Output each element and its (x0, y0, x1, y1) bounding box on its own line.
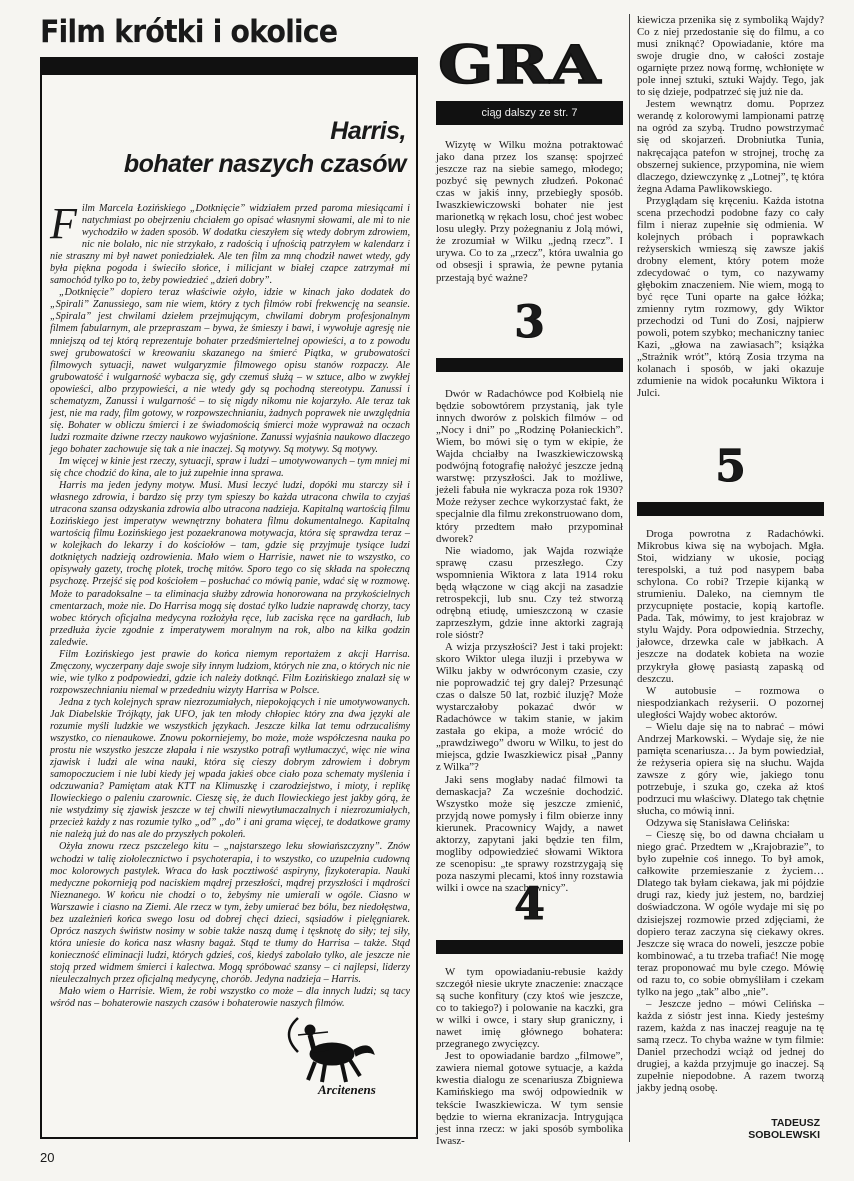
article-paragraph: Wizytę w Wilku można potraktować jako dana przez los szansę: spojrzeć jeszcze raz na siebie samego, młodego; pozbyć się pewnych złudzeń. Pokonać czas w jakiś inny, przebiegły sposób. Iwaszkiewiczowski bohater nie jest marionetką w rękach losu, choć jest wobec losu uległy. Przy pożegnaniu z Jolą mówi, że zrozumiał w Wilku „jedną rzecz”. I urywa. Co to za „rzecz”, która uwalnia go od obsesji i sprawia, że pewne pytania przestają być ważne? (436, 139, 623, 284)
article-paragraph: Przyglądam się kręceniu. Każda istotna scena przechodzi podobne fazy co cały film i nieraz zupełnie się odmienia. W kolejnych próbach i poprawkach reżyserskich wmieszą się zawsze jakiś drobny element, który potem może zdecydować o tym, co nazywamy głębokim znaczeniem. Nie wiem, mogą to być ręce Tuni oparte na gałce łóżka; zmienny rytm rozmowy, gdy Wiktor przechodzi od Tuni do Zosi, najpierw powoli, potem szybko; mechaniczny taniec Kazi, „głowa na zawiasach”; książka „Strażnik wrót”, którą Zosia trzyma na kolanach i sposób, w jaki okazuje zdumienie na widok pocałunku Wiktora i Julci. (637, 194, 824, 400)
section-number-4 (436, 870, 623, 958)
section-number-5 (637, 432, 824, 520)
frame-top-bar (42, 59, 416, 75)
article-paragraph: Mało wiem o Harrisie. Wiem, że robi wszystko co może – dla innych ludzi; są tacy wśród nas – bohaterowie naszych czasów i bohaterowie naszych filmów. (50, 986, 410, 1010)
headline-line-2: bohater naszych czasów (123, 150, 406, 178)
page-number: 20 (40, 1150, 55, 1165)
article-paragraph: Harris ma jeden jedyny motyw. Musi. Musi leczyć ludzi, dopóki mu starczy sił i własnego zdrowia, i bardzo się przy tym spieszy bo każda utracona chwila to czyjaś utracona szansa odzyskania zdrowia albo utracona nadzieja. Kapitalną wartością filmu Łozińskiego jest imperatyw wewnętrzny bohatera filmu dokumentalnego. Kapitalną wartością filmu Łozińskiego jest pozaekranowa motywacja, która się sprawdza teraz – w kolejkach do lekarzy i do kościołów – tam, gdzie się przyjmuje tysiące ludzi dotkniętych nadzieją ozdrowienia. Mało wiem o Harrisie, nawet nie to wszystko, co opisywały gazety, trochę plotek, trochę mitów. Sporo tego co się składa na społeczną psychozę. Przejść się pod kościołem – posłuchać co mówią panie, wdać się w rozmowę. Może to paradoksalne – ta eliminacja służby zdrowia honorowana na przykościelnych cmentarzach, może nie. Do Harrisa mogą się dostać tylko ludzie naprawdę chorzy, tacy wobec których oficjalna medycyna rozłożyła ręce, lub zaciska ręce na gardłach, lub przedłuża życie zgodnie z imperatywem moralnym na rok, albo na kilka godzin zaledwie. (50, 480, 410, 648)
article-paragraph: W autobusie – rozmowa o niespodziankach reżyserii. O pozornej uległości Wajdy wobec aktorów. (637, 684, 824, 721)
section-digit: 3 (514, 297, 545, 348)
article-paragraph: Nie wiadomo, jak Wajda rozwiąże sprawę czasu przeszłego. Czy wspomnienia Wiktora z lata 1914 roku będą włączone w ciąg akcji na zasadzie retrospekcji, lub snu. Czy też stworzą odrębną etiudę, umieszczoną w czasie zaprzeszłym, gdzie inne aktorki zagrają role sióstr? (436, 544, 623, 641)
article-paragraph: Droga powrotna z Radachówki. Mikrobus kiwa się na wybojach. Mgła. Stoi, widziany w ukosie, pociąg terespolski, a tuż pod nasypem baba schylona. Co robi? Trzepie kijanką w strumieniu. Dalekо, na ciemnym tle przycupnięte postacie, kopią kartofle. Pada. Tak, mówimy, to jest krajobraz w stylu Wajdy. Pora odpowiednia. Strzechy, jałowce, drzewka cale w jabłkach. A jeszcze na dodatek kobieta na wozie przykryła głowę pasiastą zapaską od deszczu. (637, 528, 824, 685)
article-paragraph: – Wielu daje się na to nabrać – mówi Andrzej Markowski. – Wydaje się, że nie pamięta scenariusza… Ja bym powiedział, że reżyseria opiera się na słuchu. Wajda zawsze z góry wie, jakiego tonu potrzebuje, i szuka go, czeka aż ktoś podrzuci mu właściwy. Dlatego tak chętnie słucha, co mówią inni. (637, 720, 824, 818)
middle-column-section-3 (436, 388, 623, 894)
left-article-body (50, 199, 410, 1010)
signature-text: Arcitenens (318, 1082, 376, 1097)
column-divider (629, 14, 630, 1142)
gra-title: GRA (438, 35, 602, 96)
article-paragraph: Film Marcela Łozińskiego „Dotknięcie” widziałem przed paroma miesiącami i natychmiast po obejrzeniu chciałem go opisać własnymi słowami, ale mi to nie wychodziło w żaden sposób. W dodatku cieszyłem się wtedy dobrym zdrowiem, nic nie bolało, nic nie strzykało, z radością i ufnością patrzyłem w kalendarz i nie straszny mi był nawet poniedziałek. Ale ten film za mną chodził nawet wtedy, gdy była piękna pogoda i świeciło słońce, i milicjant w białej czapce zatrzymał mi samochód tylko po to, żeby powiedzieć „dzień dobry”. (50, 199, 410, 287)
article-paragraph: Jestem wewnątrz domu. Poprzez werandę z kolorowymi lampionami patrzę na ogród za szybą. Trudno powstrzymać się od skojarzeń. Drobniutka Tunia, nakręcająca patefon w strojnej, trochę za obszernej sukience, przypomina, nie wiem dlaczego, dziewczynkę z „Lotnej”, tę która żegna Adama Pawlikowskiego. (637, 98, 824, 195)
section-bar (637, 502, 824, 516)
archer-logo-icon (270, 1010, 380, 1090)
author-byline (740, 1117, 820, 1141)
article-headline (42, 115, 406, 181)
continued-label: ciąg dalszy ze str. 7 (436, 101, 623, 125)
section-number-3 (436, 288, 623, 376)
article-paragraph: Dwór w Radachówce pod Kołbielą nie będzie sobowtórem przystanią, jak tyle innych dworów z polskich filmów – od „Nocy i dni” po „Rodzinę Połanieckich”. Wiem, bo mówi się o tym w ekipie, że Wajda chciałby na Iwaszkiewiczowską podwójną fotografię nałożyć jeszcze jedną warstwę: przyszłości. Jak to możliwe, jeżeli fabuła nie wykracza poza rok 1930? Może reżyser zechce wykorzystać fakt, że specjalnie dla filmu zrekonstruowano dom, który przedtem mało przypominał dworek? (436, 388, 623, 545)
left-article-frame (40, 57, 418, 1139)
section-bar (436, 940, 623, 954)
article-paragraph: Jedna z tych kolejnych spraw niezrozumiałych, niepokojących i nie umotywowanych. Jak Diabelskie Trójkąty, jak UFO, jak ten młody chłopiec który zna dwa języki ale rozumie myśli ludzkie we wszystkich językach. Jeszcze kilka lat temu odrzucaliśmy wszystko, co nienaukowe. Znowu pokorniejemy, bo może, może współczesna nauka po prostu nie wszystko jeszcze złapała i nie wszystko potrafi wytłumaczyć, więc nie wina zjawisk i ludzi ale wina nauki, która się cieszy dobrym zdrowiem i dobrym samopoczuciem i nie lubi kiedy jej wpada jakieś obce ciało poza schematy myślenia i odczuwania? Pamiętam atak KTT na Klimuszkę i czarodziejstwo, i mioty, i replikę Ilowieckiego o paleniu czarownic. Cieszę się, że duch Ilowieckiego jest jakby górą, że nie wstydzimy się zjawisk jeszcze w tej chwili niewytłumaczalnych i niezrozumiałych, przecież każdy z nas rozumie tylko „od” „do” i ani grama więcej, te dodatkowe gramy nie należą już do nas ale do przyszłych pokoleń. (50, 696, 410, 841)
author-first-name: TADEUSZ (771, 1117, 820, 1129)
right-column-section-5 (637, 528, 824, 1094)
headline-line-1: Harris, (330, 117, 406, 145)
article-paragraph: A wizja przyszłości? Jest i taki projekt: skoro Wiktor ulega iluzji i przebywa w Wilku jakby w odwróconym czasie, czy nie poprowadzić tej gry dalej? Przesunąć czas o dalsze 50 lat, rozbić iluzję? Może wystarczałoby pokazać dwór w Radachówce w takim stanie, w jakim zastała go ekipa, a może wrócić do „prawdziwego” dworu w Wilku, to jest do miejsca, gdzie Iwaszkiewicz pisał „Panny z Wilka”? (436, 640, 623, 774)
article-paragraph: W tym opowiadaniu-rebusie każdy szczegół niesie ukryte znaczenie: znaczące są suche konfitury (czy ktoś wie jeszcze, co to takiego?) i polowanie na kaczki, gra w wilki i owce, i stary słup graniczny, i nawet imię głównego bohatera: przegranego zwycięzcy. (436, 966, 623, 1051)
article-paragraph: Film Łozińskiego jest prawie do końca niemym reportażem z akcji Harrisa. Zmęczony, wyczerpany daje swoje siły innym ludziom, których nie zna, o których nic nie wie, wie tylko z podpowiedzi, gdzie ich należy dotknąć. Film Łozińskiego znalazł się w rozpowszechnianiu niemal w przededniu wizyty Harrisa w Polsce. (50, 648, 410, 696)
section-title: Film krótki i okolice (40, 14, 338, 50)
article-paragraph: – Cieszę się, bo od dawna chciałam u niego grać. Przedtem w „Krajobrazie”, to było zupełnie coś innego. To był amok, całkowite przemieszanie z życiem… Dlatego tak byłam ciekawa, jak mi pójdzie drugi raz, kiedy już jestem, no, bardziej doświadczona. W ogóle wydaje mi się po dzisiejszej rozmowie przed zdjęciami, że dopiero teraz zaczyna się ciekawy okres. Jeszcze się wraca do noweli, jeszcze pobie kombinować, a tu trzeba trafiać! Nie mogę teraz proponować mu byle czego. Mówię od razu to, co sobie obmyśliłam i czekam tylko na jego „tak” albo „nie”. (637, 829, 824, 998)
article-paragraph: – Jeszcze jedno – mówi Celińska – każda z sióstr jest inna. Kiedy jesteśmy razem, każda z nas inaczej reaguje na tę samą rzecz. To chyba ważne w tym filmie: Daniel przechodzi wciąż od jednej do drugiej, a każda przyjmuje go inaczej. Są zupełnie niepodobne. A razem tworzą jakby jedną osobę. (637, 997, 824, 1095)
right-column-top (637, 14, 824, 400)
middle-column-top (436, 139, 623, 284)
drop-cap: F (50, 199, 77, 248)
section-bar (436, 358, 623, 372)
article-paragraph: Jest to opowiadanie bardzo „filmowe”, zawiera niemal gotowe sytuacje, a każda kwestia dialogu ze scenariusza Zbigniewa Kamińskiego ma swój odpowiednik w tekście Iwaszkiewicza. W tym sensie będzie to wierna ekranizacja. Intrygująca jest inna rzecz: w jaki sposób symbolika Iwasz- (436, 1050, 623, 1147)
section-digit: 4 (514, 879, 545, 930)
author-last-name: SOBOLEWSKI (748, 1129, 820, 1141)
article-paragraph: Im więcej w kinie jest rzeczy, sytuacji, spraw i ludzi – umotywowanych – tym mniej mi się chce chodzić do kina, ale to już zupełnie inna sprawa. (50, 455, 410, 480)
article-paragraph: Jaki sens mogłaby nadać filmowi ta demaskacja? Za wcześnie dochodzić. Wszystko może się jeszcze zmienić, przyjdą nowe pomysły i film obierze inny kierunek. Pracownicy Wajdy, a nawet aktorzy, zapytani jaki będzie ten film, mogliby odpowiedzieć słowami Wiktora ze scenopisu: „te sprawy rozstrzygają się poza naszymi plecami, ktoś inny rozstawia wilki i owce na szachownicy”. (436, 773, 623, 894)
article-paragraph: „Dotknięcie” dopiero teraz właściwie ożyło, idzie w kinach jako dodatek do „Spirali” Zanussiego, sam nie wiem, który z tych filmów robi frekwencję na seansie. „Spirala” jest chwilami dziełem przejmującym, chwilami dobrym profesjonalnym filmem fabularnym, ale przepraszam – bywa, że śmieszy i bawi, i wywołuje agresję nie mniejszą od tej którą reprezentuje bohater przedśmiertelnej opowieści, a to z powodu swej grubowatości w kreowaniu skazanego na śmierć Piątka, w grubowatości filmowych sytuacji, nawet wulgaryzmie filmowego opisu stanów rozpaczy. Ale grubowatość i wulgarność wybacza się, gdy czemuś służą – w sztuce, albo w zwykłej opowieści, albo przypowieści, a nie wtedy gdy są pochodną stereotypu. Zanussi i schematyzm, Zanussi i wulgarność – to się nigdy nikomu nie kojarzyło. Ale teraz tak jest, nie ma rady, film gotowy, w rozpowszechnianiu, żadnych poprawek nie uwzględnia się. Bohater w obliczu śmierci i ze świadomością śmierci może wypraważ na oczach ludzi rozmaite dziwne rzeczy naukowo wyjaśnione. Zanussi wyjaśnia naukowo dlaczego jego bohater zachowuje się tak a nie inaczej. Są motywy. Są motywy. Są motywy. (50, 287, 410, 455)
article-paragraph: kiewicza przenika się z symboliką Wajdy? Co z niej przedostanie się do filmu, a co musi zniknąć? Opowiadanie, które ma swoje drugie dno, w całości zostaje ogarnięte przez nową formę, wchłonięte w pole innej sztuki, sztuki Wajdy. Tego, jak to się dzieje, podpatrzeć się już nie da. (637, 14, 824, 99)
section-digit: 5 (715, 441, 746, 492)
article-paragraph: Odzywa się Stanisława Celińska: (646, 817, 790, 830)
article-paragraph: Ożyła znowu rzecz pszczelego kitu – „najstarszego leku słowiańszczyzny”. Znów wchodzi w talię ziołolecznictwo i psychoterapia, i to wszystko, co uzupełnia cudowną moc kolorowych pastylek. Wraca do łask pocztiwość aspiryny, fizykoterapia. Nauki medyczne pokornieją pod naciskiem mądrej przeszłości, mądrej przyszłości i mądrości Nieznanego. W końcu nie chodzi o to, żebyśmy nie umierali w ogóle. Ciasno w Warszawie i ciasno na Ziemi. Ale rzecz w tym, żeby umierać bez bólu, bez niedołęstwa, bez uzależnień końca swego losu od dobrej chęci dzieci, sąsiadów i pielęgniarek. Oprócz naszych świństw nosimy w sobie także naszą dumę i tęsknotę do siły; tej siły, która uniesie do końca nasz własny bagaż. Stąd te tłumy do Harrisa – także. Stąd konieczność eliminacji ludzi, których gdzieś, coś, kiedyś zabolało tylko, ale jeszcze nie stoją przed widmem śmierci i kalectwa. Mogą spróbować szansy – ci najlepsi, liderzy nieuleczalnych przez oficjalną medycynę, chorób. Jedyna nadzieja – Harris. (50, 841, 410, 985)
middle-column-section-4 (436, 966, 623, 1147)
